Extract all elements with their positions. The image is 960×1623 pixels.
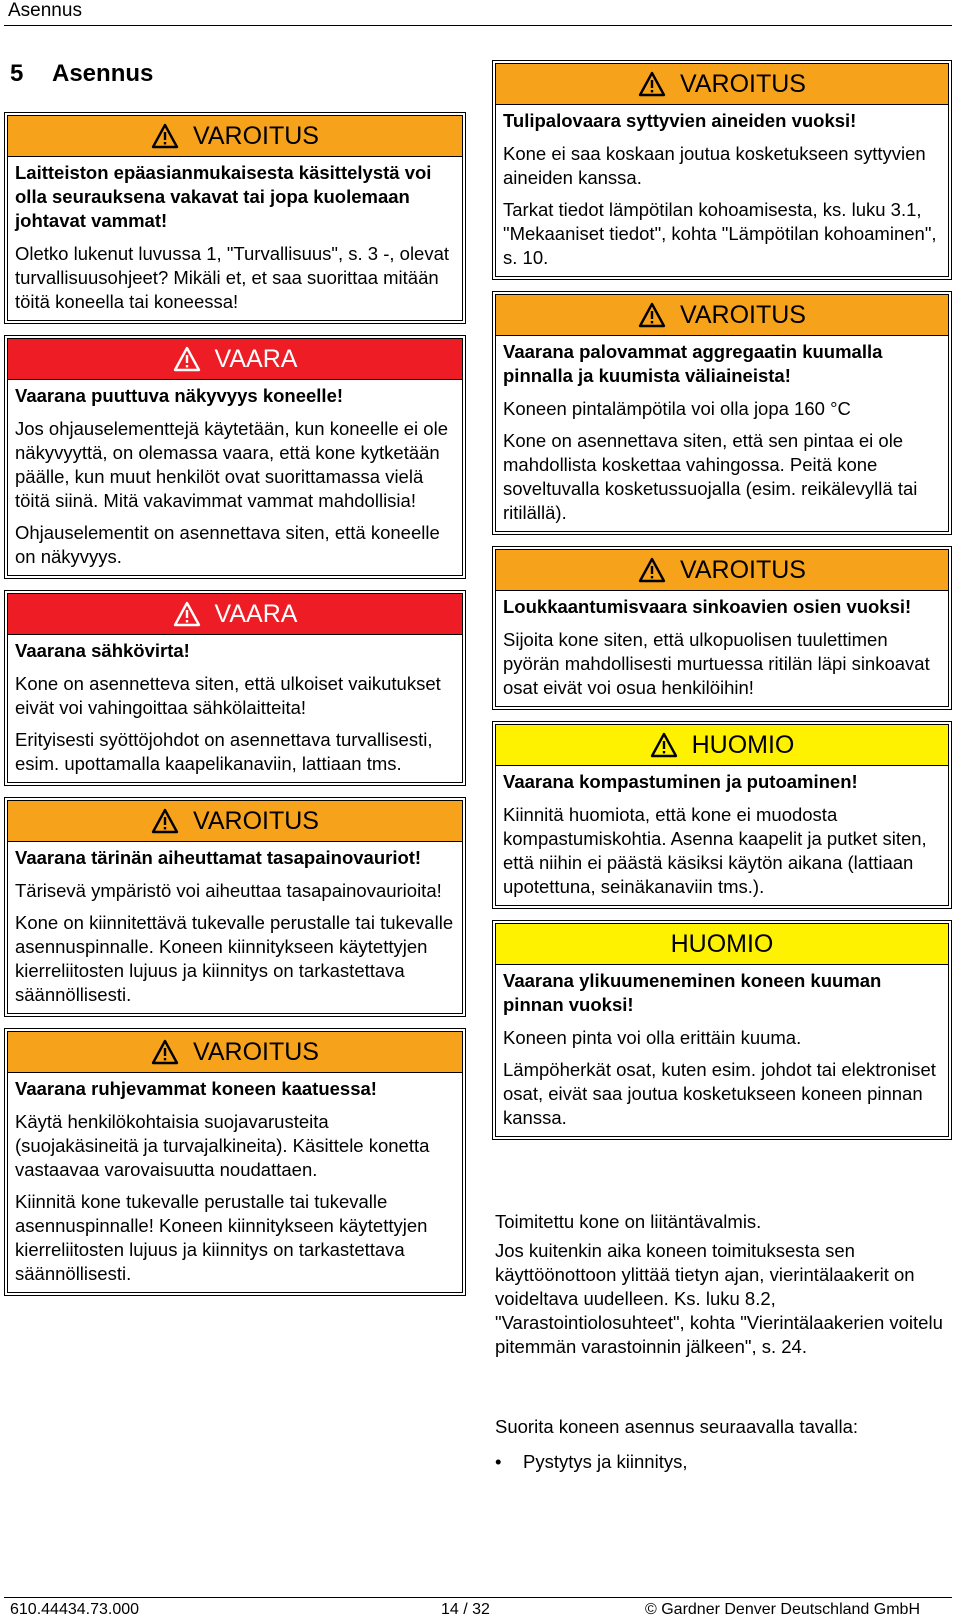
hazard-text: Erityisesti syöttöjohdot on asennettava turvallisesti, esim. upottamalla kaapelikanaviin, lattiaan tms. bbox=[15, 729, 433, 774]
hazard-text: Käytä henkilökohtaisia suojavarusteita (suojakäsineitä ja turvajalkineita). Käsittele konetta vastaavaa varovaisuutta noudattaen. bbox=[15, 1111, 430, 1180]
hazard-text: Koneen pintalämpötila voi olla jopa 160 °C bbox=[503, 398, 851, 419]
footer-rule bbox=[4, 1597, 952, 1598]
chapter-number: 5 bbox=[10, 60, 24, 87]
hazard-statement: Vaarana ylikuumeneminen koneen kuuman pinnan vuoksi! bbox=[503, 970, 882, 1015]
chapter-title: Asennus bbox=[52, 60, 154, 87]
warning-header bbox=[496, 295, 948, 336]
hazard-statement: Vaarana sähkövirta! bbox=[15, 640, 190, 661]
page-number: 14 / 32 bbox=[441, 1601, 490, 1618]
hazard-text: Kone on asennettava siten, että sen pintaa ei ole mahdollista koskettaa vahingossa. Peitä kone soveltuvalla kosketussuojalla (esim. reikälevyllä tai ritilällä). bbox=[503, 430, 918, 523]
warning-label: VAROITUS bbox=[193, 1037, 319, 1066]
hazard-statement: Vaarana kompastuminen ja putoaminen! bbox=[503, 771, 858, 792]
danger-header bbox=[8, 339, 462, 380]
hazard-text: Koneen pinta voi olla erittäin kuuma. bbox=[503, 1027, 802, 1048]
list-item-text: Pystytys ja kiinnitys, bbox=[523, 1451, 688, 1472]
hazard-text: Kiinnitä kone tukevalle perustalle tai tukevalle asennuspinnalle! Koneen kiinnitykseen käytettyjen kierreliitosten lujuus ja kiinnitys on tarkastettava säännöllisesti. bbox=[15, 1191, 428, 1284]
header-rule bbox=[4, 25, 952, 26]
hazard-statement: Vaarana ruhjevammat koneen kaatuessa! bbox=[15, 1078, 377, 1099]
warning-triangle-icon bbox=[151, 123, 179, 149]
hazard-statement: Vaarana puuttuva näkyvyys koneelle! bbox=[15, 385, 344, 406]
notice-label: HUOMIO bbox=[670, 929, 774, 958]
danger-label: VAARA bbox=[214, 344, 298, 373]
right-column bbox=[492, 60, 952, 1151]
warning-box bbox=[492, 60, 952, 280]
warning-label: VAROITUS bbox=[680, 300, 806, 329]
chapter-heading bbox=[10, 60, 153, 88]
warning-header bbox=[8, 116, 462, 157]
caution-label: HUOMIO bbox=[691, 730, 795, 759]
hazard-text: Tärisevä ympäristö voi aiheuttaa tasapainovaurioita! bbox=[15, 880, 442, 901]
warning-triangle-icon bbox=[151, 808, 179, 834]
caution-box bbox=[492, 721, 952, 909]
document-number: 610.44434.73.000 bbox=[10, 1601, 140, 1618]
copyright: © Gardner Denver Deutschland GmbH bbox=[644, 1601, 920, 1618]
hazard-text: Lämpöherkät osat, kuten esim. johdot tai elektroniset osat, eivät saa joutua kosketukseen koneen pinnan kanssa. bbox=[503, 1059, 936, 1128]
hazard-statement: Vaarana palovammat aggregaatin kuumalla pinnalla ja kuumista väliaineista! bbox=[503, 341, 883, 386]
hazard-text: Oletko lukenut luvussa 1, "Turvallisuus", s. 3 -, olevat turvallisuusohjeet? Mikäli et, et saa suorittaa mitään töitä koneella tai koneessa! bbox=[15, 243, 450, 312]
warning-triangle-icon bbox=[638, 71, 666, 97]
hazard-text: Sijoita kone siten, että ulkopuolisen tuulettimen pyörän mahdollisesti murtuessa ritilän läpi sinkoavat osat eivät voi osua henkilöihin! bbox=[503, 629, 930, 698]
installation-intro: Suorita koneen asennus seuraavalla tavalla: bbox=[495, 1416, 859, 1437]
warning-header bbox=[8, 801, 462, 842]
warning-label: VAROITUS bbox=[193, 121, 319, 150]
running-header: Asennus bbox=[8, 0, 82, 21]
danger-label: VAARA bbox=[214, 599, 298, 628]
warning-header bbox=[496, 550, 948, 591]
warning-triangle-icon bbox=[173, 346, 201, 372]
hazard-statement: Tulipalovaara syttyvien aineiden vuoksi! bbox=[503, 110, 857, 131]
delivery-note: Toimitettu kone on liitäntävalmis. bbox=[495, 1211, 762, 1232]
warning-triangle-icon bbox=[650, 732, 678, 758]
hazard-text: Kone ei saa koskaan joutua kosketukseen syttyvien aineiden kanssa. bbox=[503, 143, 926, 188]
list-item bbox=[495, 1451, 688, 1473]
bullet-icon: • bbox=[495, 1451, 502, 1472]
warning-triangle-icon bbox=[151, 1039, 179, 1065]
hazard-text: Jos ohjauselementtejä käytetään, kun koneelle ei ole näkyvyyttä, on olemassa vaara, että kone kytketään päälle, kun muut henkilöt ovat suorittamassa vielä töitä siinä. Mitä vakavimmat vammat mahdollisia! bbox=[15, 418, 448, 511]
hazard-statement: Vaarana tärinän aiheuttamat tasapainovauriot! bbox=[15, 847, 422, 868]
left-column bbox=[4, 112, 466, 1307]
warning-triangle-icon bbox=[638, 557, 666, 583]
warning-box bbox=[4, 112, 466, 324]
hazard-text: Kone on asennetteva siten, että ulkoiset vaikutukset eivät voi vahingoittaa sähkölaitteita! bbox=[15, 673, 441, 718]
danger-box bbox=[4, 335, 466, 579]
notice-box bbox=[492, 920, 952, 1140]
bearing-lubrication-note: Jos kuitenkin aika koneen toimituksesta sen käyttöönottoon ylittää tietyn ajan, vierintälaakerit on voideltava uudelleen. Ks. luku 8.2, "Varastointiolosuhteet", kohta "Vierintälaakerien voitelu pitemmän varastoinnin jälkeen", s. 24. bbox=[495, 1240, 943, 1357]
hazard-text: Kiinnitä huomiota, että kone ei muodosta kompastumiskohtia. Asenna kaapelit ja putket siten, että niihin ei päästä käsiksi käytön aikana (lattiaan upotettuna, seinäkanaviin tms.). bbox=[503, 804, 927, 897]
warning-label: VAROITUS bbox=[680, 69, 806, 98]
warning-box bbox=[4, 797, 466, 1017]
warning-label: VAROITUS bbox=[680, 555, 806, 584]
warning-box bbox=[492, 546, 952, 710]
warning-header bbox=[8, 1032, 462, 1073]
hazard-statement: Loukkaantumisvaara sinkoavien osien vuoksi! bbox=[503, 596, 912, 617]
hazard-text: Tarkat tiedot lämpötilan kohoamisesta, ks. luku 3.1, "Mekaaniset tiedot", kohta "Lämpötilan kohoaminen", s. 10. bbox=[503, 199, 937, 268]
warning-box bbox=[492, 291, 952, 535]
warning-triangle-icon bbox=[638, 302, 666, 328]
hazard-text: Ohjauselementit on asennettava siten, että koneelle on näkyvyys. bbox=[15, 522, 440, 567]
warning-triangle-icon bbox=[173, 601, 201, 627]
danger-box bbox=[4, 590, 466, 786]
danger-header bbox=[8, 594, 462, 635]
warning-header bbox=[496, 64, 948, 105]
warning-box bbox=[4, 1028, 466, 1296]
hazard-text: Kone on kiinnitettävä tukevalle perustalle tai tukevalle asennuspinnalle. Koneen kiinnitykseen käytettyjen kierreliitosten lujuus ja kiinnitys on tarkastettava säännöllisesti. bbox=[15, 912, 454, 1005]
hazard-statement: Laitteiston epäasianmukaisesta käsittelystä voi olla seurauksena vakavat tai jopa kuolemaan johtavat vammat! bbox=[15, 162, 432, 231]
notice-header bbox=[496, 924, 948, 965]
warning-label: VAROITUS bbox=[193, 806, 319, 835]
caution-header bbox=[496, 725, 948, 766]
